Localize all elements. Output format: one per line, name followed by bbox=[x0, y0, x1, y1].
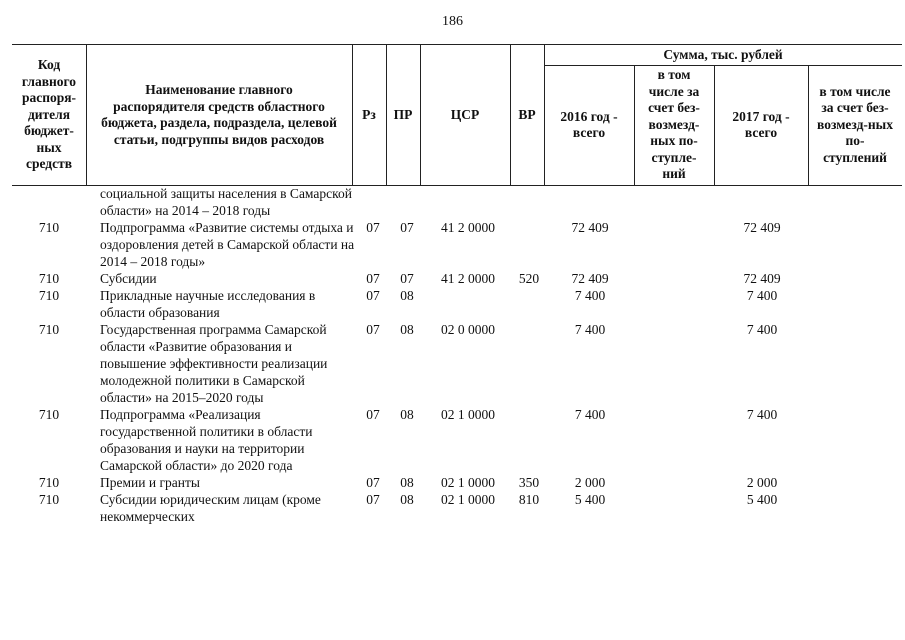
cell-name: Премии и гранты bbox=[100, 475, 200, 490]
header-name: Наименование главного распорядителя средств областного бюджета, раздела, подраздела, целевой статьи, подгруппы видов расходов bbox=[101, 82, 337, 147]
cell-2017-total: 72 409 bbox=[743, 220, 781, 235]
header-rz: Рз bbox=[362, 106, 376, 122]
cell-vr: 810 bbox=[518, 492, 540, 507]
cell-2016-total: 2 000 bbox=[574, 475, 606, 490]
cell-2017-total: 7 400 bbox=[746, 288, 778, 303]
page-number: 186 bbox=[442, 14, 463, 29]
cell-kod: 710 bbox=[38, 407, 60, 422]
cell-2017-total: 2 000 bbox=[746, 475, 778, 490]
cell-2016-total: 72 409 bbox=[571, 220, 609, 235]
cell-pr: 07 bbox=[400, 220, 414, 235]
cell-name: Субсидии bbox=[100, 271, 157, 286]
cell-csr: 02 0 0000 bbox=[441, 322, 495, 337]
cell-csr: 02 1 0000 bbox=[441, 475, 495, 490]
cell-pr: 08 bbox=[400, 288, 414, 303]
table-row bbox=[0, 287, 905, 321]
cell-2017-total: 72 409 bbox=[743, 271, 781, 286]
cell-rz: 07 bbox=[366, 220, 380, 235]
table-body bbox=[0, 185, 905, 525]
cell-pr: 08 bbox=[400, 475, 414, 490]
cell-name: Прикладные научные исследования в области образования bbox=[100, 288, 316, 320]
cell-csr: 41 2 0000 bbox=[441, 220, 495, 235]
cell-2017-total: 5 400 bbox=[746, 492, 778, 507]
cell-2017-total: 7 400 bbox=[746, 407, 778, 422]
cell-csr: 02 1 0000 bbox=[441, 407, 495, 422]
header-sum: Сумма, тыс. рублей bbox=[663, 46, 783, 62]
table-header bbox=[12, 44, 902, 186]
cell-name: Подпрограмма «Реализация государственной политики в области образования и науки на территории Самарской области» до 2020 года bbox=[100, 407, 313, 473]
cell-name: социальной защиты населения в Самарской области» на 2014 – 2018 годы bbox=[100, 186, 352, 218]
cell-pr: 08 bbox=[400, 322, 414, 337]
cell-name: Государственная программа Самарской области «Развитие образования и повышение эффективности реализации молодежной политики в Самарской области» на 2015–2020 годы bbox=[100, 322, 328, 405]
cell-kod: 710 bbox=[38, 271, 60, 286]
cell-rz: 07 bbox=[366, 475, 380, 490]
cell-kod: 710 bbox=[38, 288, 60, 303]
cell-2017-total: 7 400 bbox=[746, 322, 778, 337]
cell-csr: 41 2 0000 bbox=[441, 271, 495, 286]
cell-vr: 350 bbox=[518, 475, 540, 490]
cell-2016-total: 5 400 bbox=[574, 492, 606, 507]
cell-vr: 520 bbox=[518, 271, 540, 286]
header-2016-bez: в том числе за счет без-возмезд-ных по-ступле-ний bbox=[648, 67, 700, 182]
cell-pr: 08 bbox=[400, 492, 414, 507]
cell-rz: 07 bbox=[366, 271, 380, 286]
table-row bbox=[0, 406, 905, 474]
cell-rz: 07 bbox=[366, 322, 380, 337]
header-kod: Код главного распоря-дителя бюджет-ных средств bbox=[21, 57, 77, 172]
table-row bbox=[0, 474, 905, 491]
table-row bbox=[0, 185, 905, 219]
cell-rz: 07 bbox=[366, 288, 380, 303]
cell-pr: 08 bbox=[400, 407, 414, 422]
cell-csr: 02 1 0000 bbox=[441, 492, 495, 507]
cell-name: Субсидии юридическим лицам (кроме некоммерческих bbox=[100, 492, 321, 524]
cell-pr: 07 bbox=[400, 271, 414, 286]
cell-kod: 710 bbox=[38, 475, 60, 490]
cell-kod: 710 bbox=[38, 322, 60, 337]
cell-name: Подпрограмма «Развитие системы отдыха и оздоровления детей в Самарской области на 2014 – 2018 годы» bbox=[100, 220, 355, 269]
table-row bbox=[0, 321, 905, 406]
cell-2016-total: 7 400 bbox=[574, 288, 606, 303]
cell-2016-total: 72 409 bbox=[571, 271, 609, 286]
header-2016-total: 2016 год - всего bbox=[560, 108, 618, 140]
cell-2016-total: 7 400 bbox=[574, 407, 606, 422]
cell-rz: 07 bbox=[366, 407, 380, 422]
table-row bbox=[0, 219, 905, 270]
cell-kod: 710 bbox=[38, 220, 60, 235]
table-row bbox=[0, 270, 905, 287]
cell-2016-total: 7 400 bbox=[574, 322, 606, 337]
cell-kod: 710 bbox=[38, 492, 60, 507]
header-vr: ВР bbox=[518, 106, 536, 122]
header-pr: ПР bbox=[393, 106, 413, 122]
cell-rz: 07 bbox=[366, 492, 380, 507]
header-2017-total: 2017 год - всего bbox=[732, 108, 790, 140]
header-csr: ЦСР bbox=[450, 106, 480, 122]
header-2017-bez: в том числе за счет без-возмезд-ных по-ступлений bbox=[817, 83, 893, 165]
table-row bbox=[0, 491, 905, 525]
